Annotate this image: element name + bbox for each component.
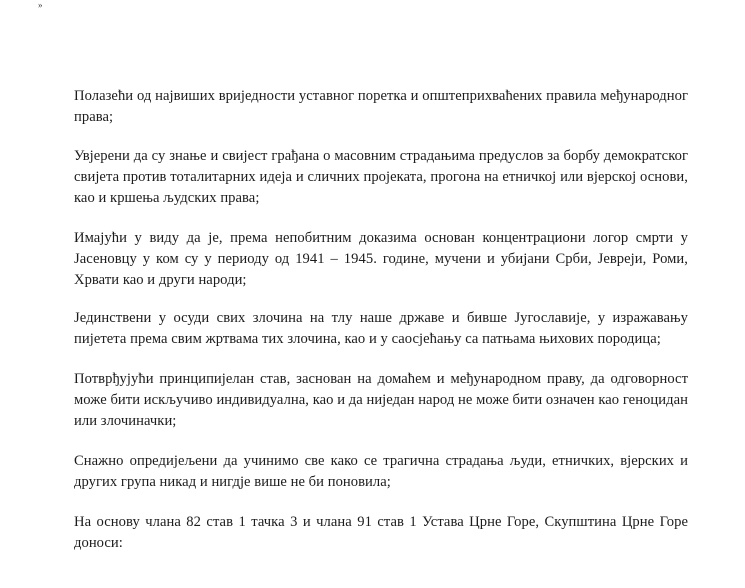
preamble-paragraph-2: Увјерени да су знање и свијест грађана о масовним страдањима предуслов за борбу демократског свијета против тоталитарних идеја и сличних пројеката, прогона на етничкој или вјерској основи, као и кршења људских права; — [74, 148, 688, 206]
preamble-paragraph-4: Јединствени у осуди свих злочина на тлу наше државе и бивше Југославије, у изражавању пијетета према свим жртвама тих злочина, као и у саосјећању са патњама њихових породица; — [74, 310, 688, 347]
preamble-paragraph-1: Полазећи од највиших вриједности уставног поретка и општеприхваћених правила међународног права; — [74, 88, 688, 125]
preamble-paragraph-6: Снажно опредијељени да учинимо све како се трагична страдања људи, етничких, вјерских и других група никад и нигдје више не би поновила; — [74, 453, 688, 490]
preamble-paragraph-5: Потврђујући принципијелан став, заснован на домаћем и међународном праву, да одговорност може бити искључиво индивидуална, као и да ниједан народ не може бити означен као геноцидан или злочиначки; — [74, 371, 688, 429]
preamble-paragraph-3: Имајући у виду да је, према непобитним доказима основан концентрациони логор смрти у Јасеновцу у ком су у периоду од 1941 – 1945. године, мучени и убијани Срби, Јевреји, Роми, Хрвати као и други народи; — [74, 230, 688, 288]
enactment-clause: На основу члана 82 став 1 тачка 3 и члана 91 став 1 Устава Црне Горе, Скупштина Црне Горе доноси: — [74, 514, 688, 551]
corner-mark: » — [38, 0, 43, 10]
